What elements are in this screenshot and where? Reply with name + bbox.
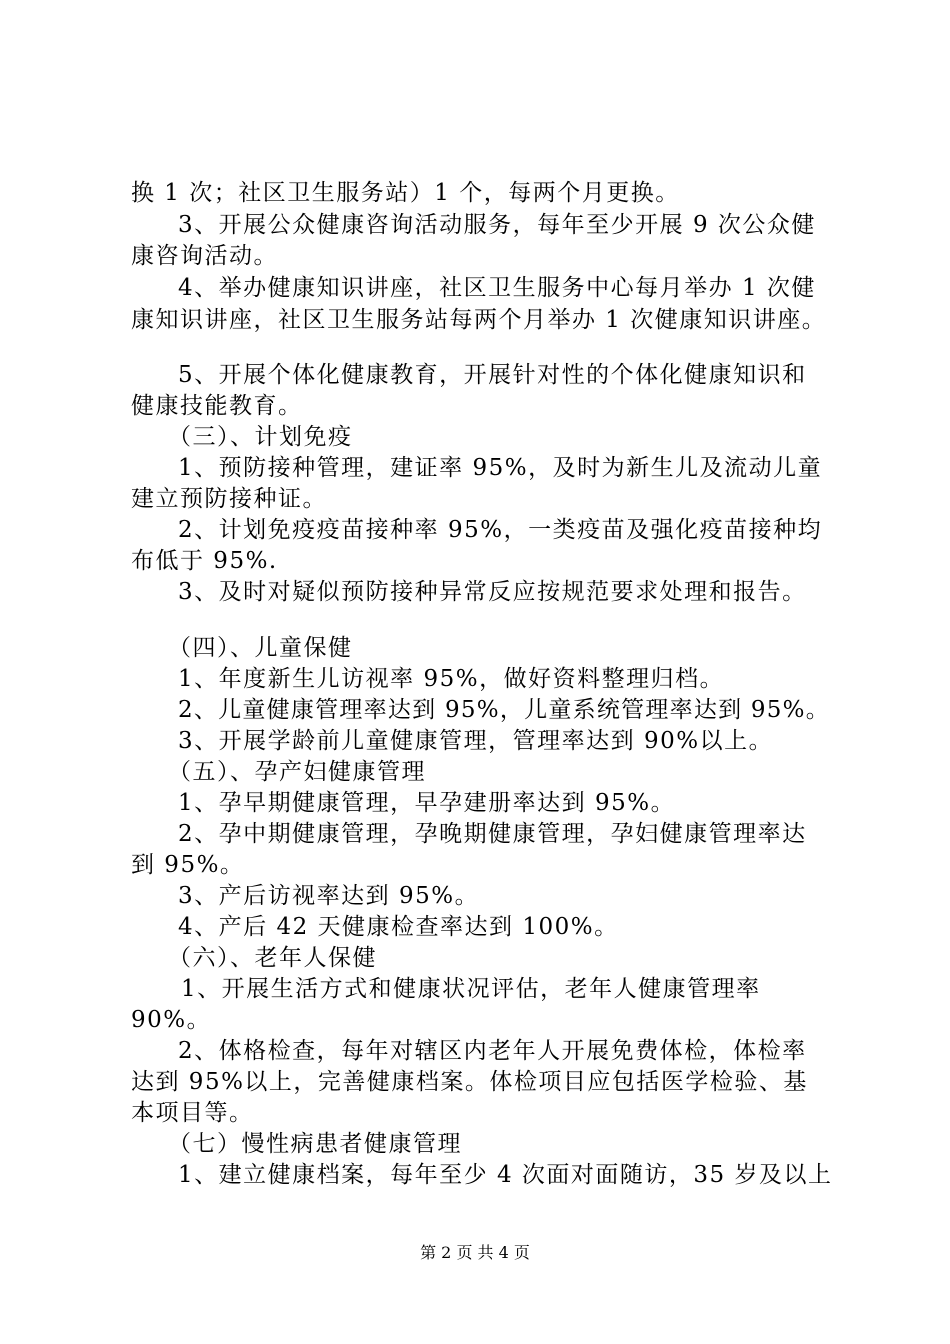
text-line: 换 1 次；社区卫生服务站）1 个，每两个月更换。 bbox=[131, 180, 680, 206]
text-line: 4、产后 42 天健康检查率达到 100%。 bbox=[178, 914, 619, 940]
section-heading: （四）、儿童保健 bbox=[168, 635, 353, 661]
text-line: 1、孕早期健康管理，早孕建册率达到 95%。 bbox=[178, 790, 676, 816]
text-line: 90%。 bbox=[131, 1007, 212, 1033]
text-line: 2、体格检查，每年对辖区内老年人开展免费体检，体检率 bbox=[178, 1038, 807, 1064]
section-heading: （五）、孕产妇健康管理 bbox=[168, 759, 426, 785]
text-line: 建立预防接种证。 bbox=[131, 486, 327, 512]
text-line: 布低于 95%. bbox=[131, 548, 278, 574]
text-line: 达到 95%以上，完善健康档案。体检项目应包括医学检验、基 bbox=[131, 1069, 808, 1095]
text-line: 3、开展公众健康咨询活动服务，每年至少开展 9 次公众健 bbox=[178, 212, 816, 238]
text-line: 1、预防接种管理，建证率 95%，及时为新生儿及流动儿童 bbox=[178, 455, 823, 481]
text-line: 2、儿童健康管理率达到 95%，儿童系统管理率达到 95%。 bbox=[178, 697, 830, 723]
text-line: 2、孕中期健康管理，孕晚期健康管理，孕妇健康管理率达 bbox=[178, 821, 807, 847]
text-line: 4、举办健康知识讲座，社区卫生服务中心每月举办 1 次健 bbox=[178, 275, 816, 301]
text-line: 3、开展学龄前儿童健康管理，管理率达到 90%以上。 bbox=[178, 728, 774, 754]
text-line: 2、计划免疫疫苗接种率 95%，一类疫苗及强化疫苗接种均 bbox=[178, 517, 823, 543]
text-line: 健康技能教育。 bbox=[131, 393, 303, 419]
text-line: 5、开展个体化健康教育，开展针对性的个体化健康知识和 bbox=[178, 362, 807, 388]
text-line: 康知识讲座，社区卫生服务站每两个月举办 1 次健康知识讲座。 bbox=[131, 307, 827, 333]
section-heading: （六）、老年人保健 bbox=[168, 945, 377, 971]
text-line: 3、及时对疑似预防接种异常反应按规范要求处理和报告。 bbox=[178, 579, 807, 605]
text-line: 1、建立健康档案，每年至少 4 次面对面随访，35 岁及以上 bbox=[178, 1162, 833, 1188]
section-heading: （七）慢性病患者健康管理 bbox=[168, 1131, 462, 1157]
text-line: 本项目等。 bbox=[131, 1100, 254, 1126]
text-line: 3、产后访视率达到 95%。 bbox=[178, 883, 480, 909]
text-line: 1、开展生活方式和健康状况评估，老年人健康管理率 bbox=[181, 976, 761, 1002]
page-footer: 第 2 页 共 4 页 bbox=[420, 1243, 530, 1262]
text-line: 康咨询活动。 bbox=[131, 243, 278, 269]
text-line: 到 95%。 bbox=[131, 852, 245, 878]
section-heading: （三）、计划免疫 bbox=[168, 424, 353, 450]
text-line: 1、年度新生儿访视率 95%，做好资料整理归档。 bbox=[178, 666, 725, 692]
